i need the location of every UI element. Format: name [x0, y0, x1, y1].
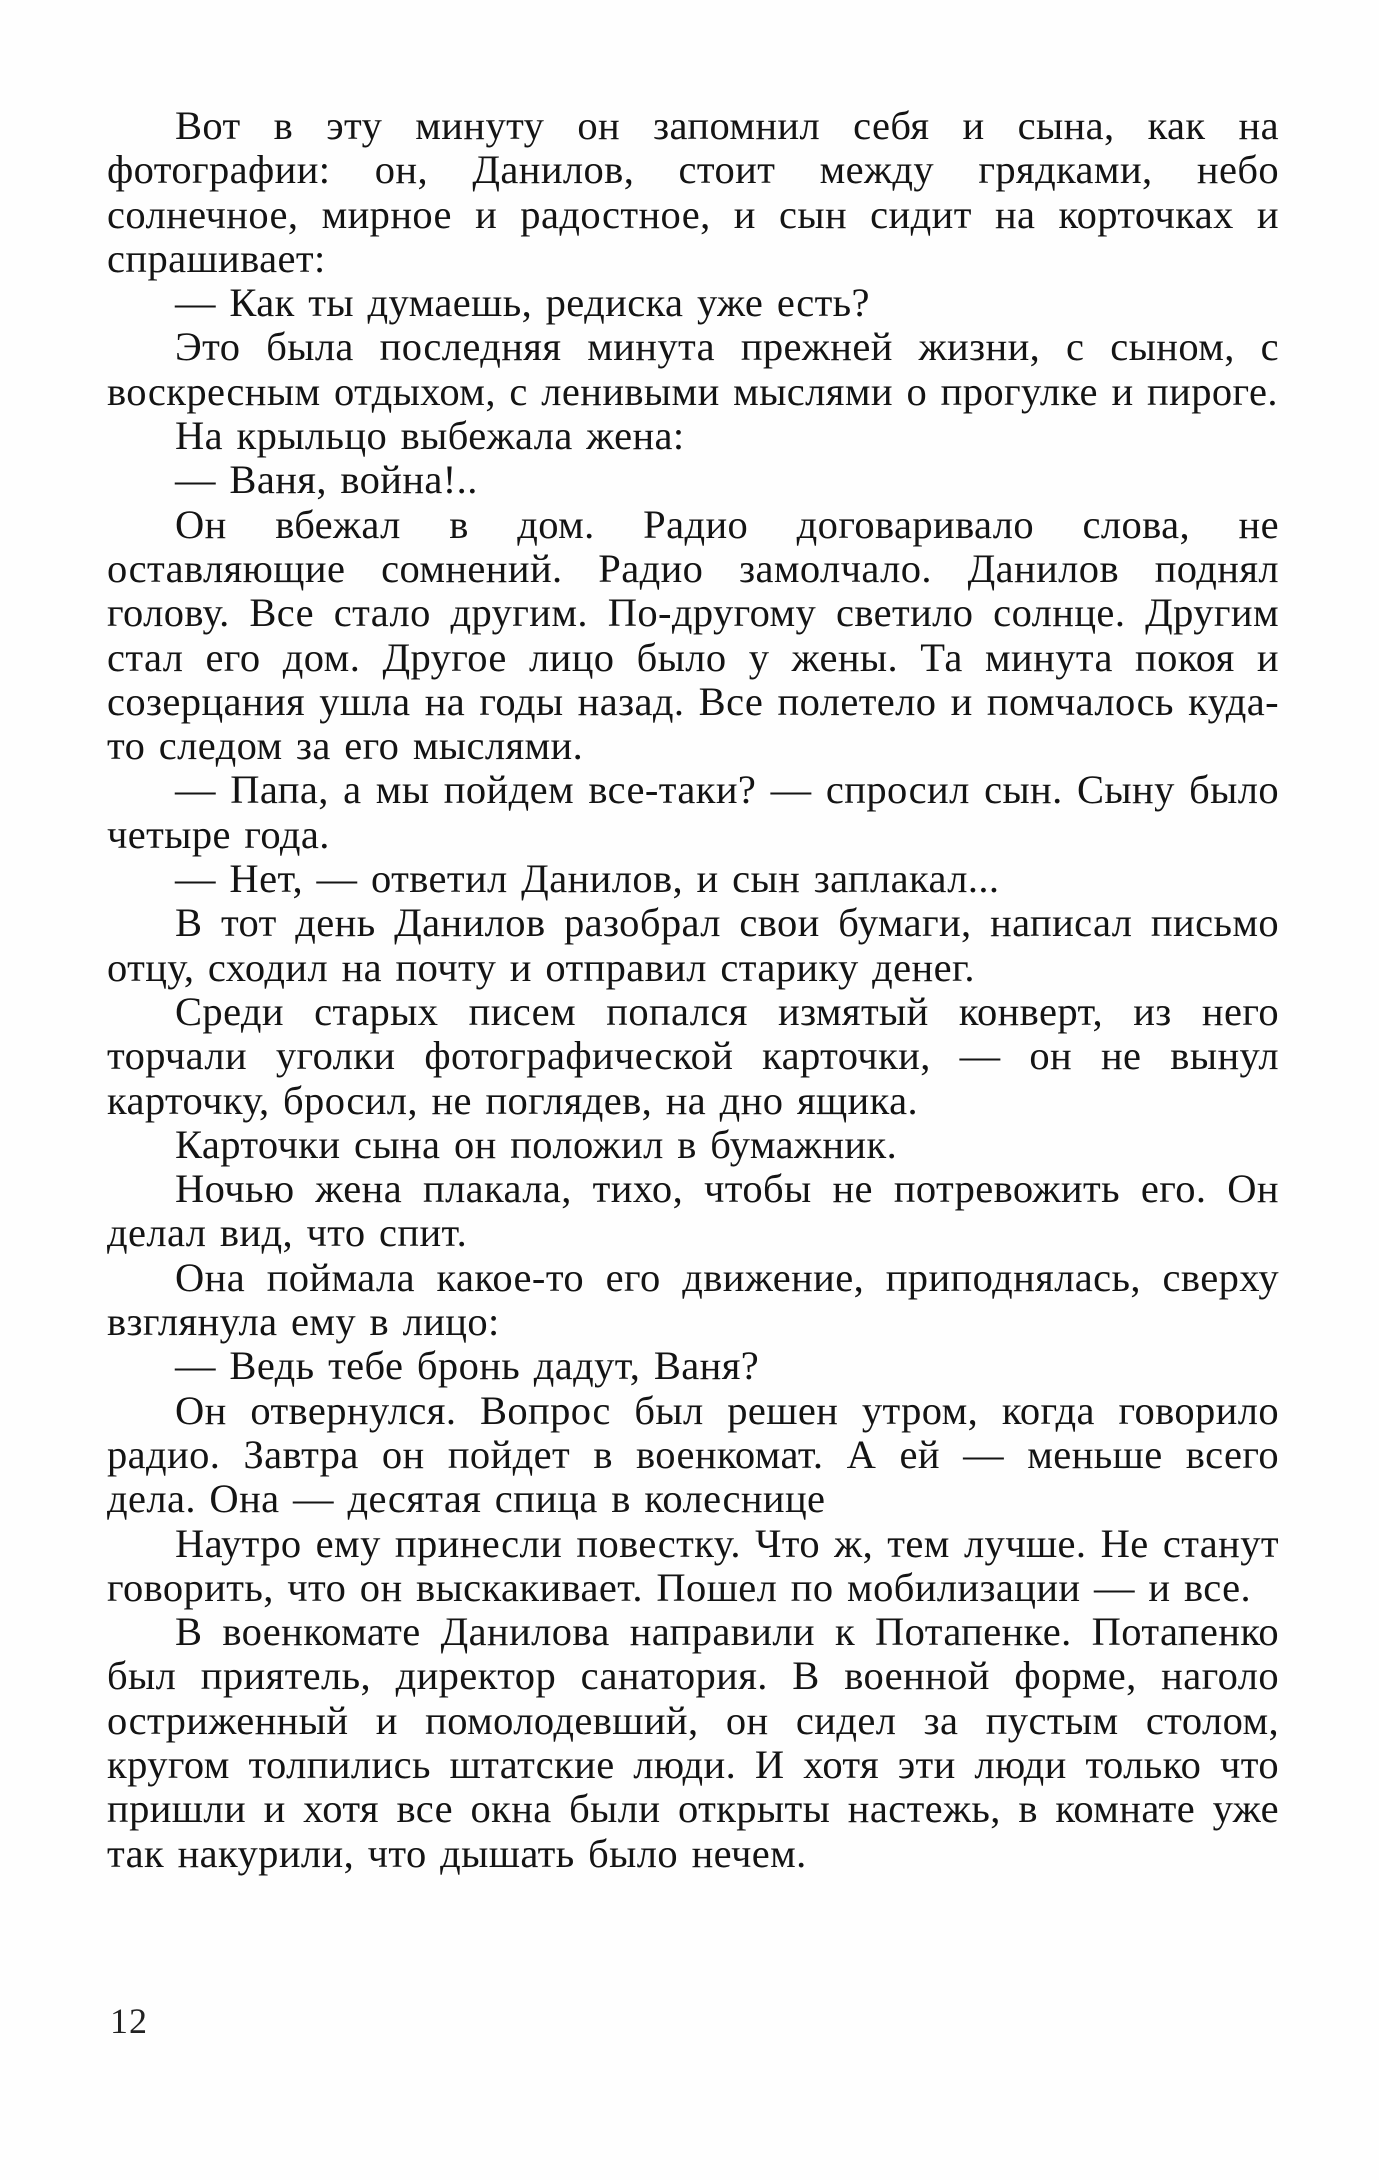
paragraph-10: Среди старых писем попался измятый конверт, из него торчали уголки фотографической карточки, — он не вынул карточку, бросил, не поглядев, на дно ящика.	[107, 988, 1279, 1123]
paragraph-13: Она поймала какое-то его движение, приподнялась, сверху взглянула ему в лицо:	[107, 1254, 1279, 1345]
paragraph-16: Наутро ему принесли повестку. Что ж, тем лучше. Не станут говорить, что он выскакивает. Пошел по мобилизации — и все.	[107, 1520, 1279, 1610]
paragraph-6: Он вбежал в дом. Радио договаривало слова, не оставляющие сомнений. Радио замолчало. Данилов поднял голову. Все стало другим. По-другому светило солнце. Другим стал его дом. Другое лицо было у жены. Та минута покоя и созерцания ушла на годы назад. Все полетело и помчалось куда-то следом за его мыслями.	[107, 501, 1279, 769]
paragraph-7: — Папа, а мы пойдем все-таки? — спросил сын. Сыну было четыре года.	[107, 767, 1279, 857]
page-number: 12	[110, 2001, 148, 2041]
paragraph-14: — Ведь тебе бронь дадут, Ваня?	[175, 1343, 760, 1389]
paragraph-12: Ночью жена плакала, тихо, чтобы не потревожить его. Он делал вид, что спит.	[107, 1166, 1279, 1256]
paragraph-3: Это была последняя минута прежней жизни, с сыном, с воскресным отдыхом, с ленивыми мыслями о прогулке и пироге.	[107, 324, 1279, 414]
page-text	[107, 104, 1279, 1876]
paragraph-9: В тот день Данилов разобрал свои бумаги, написал письмо отцу, сходил на почту и отправил старику денег.	[107, 900, 1279, 990]
paragraph-2: — Как ты думаешь, редиска уже есть?	[175, 280, 870, 326]
paragraph-1: Вот в эту минуту он запомнил себя и сына, как на фотографии: он, Данилов, стоит между грядками, небо солнечное, мирное и радостное, и сын сидит на корточках и спрашивает:	[107, 103, 1279, 281]
paragraph-15: Он отвернулся. Вопрос был решен утром, когда говорило радио. Завтра он пойдет в военкомат. А ей — меньше всего дела. Она — десятая спица в колеснице	[107, 1387, 1279, 1522]
paragraph-11: Карточки сына он положил в бумажник.	[175, 1121, 898, 1167]
paragraph-4: На крыльцо выбежала жена:	[175, 413, 685, 459]
paragraph-17: В военкомате Данилова направили к Потапенке. Потапенко был приятель, директор санатория. В военной форме, наголо остриженный и помолодевший, он сидел за пустым столом, кругом толпились штатские люди. И хотя эти люди только что пришли и хотя все окна были открыты настежь, в комнате уже так накурили, что дышать было нечем.	[107, 1609, 1279, 1876]
paragraph-5: — Ваня, война!..	[175, 457, 478, 503]
paragraph-8: — Нет, — ответил Данилов, и сын заплакал...	[175, 856, 1000, 902]
